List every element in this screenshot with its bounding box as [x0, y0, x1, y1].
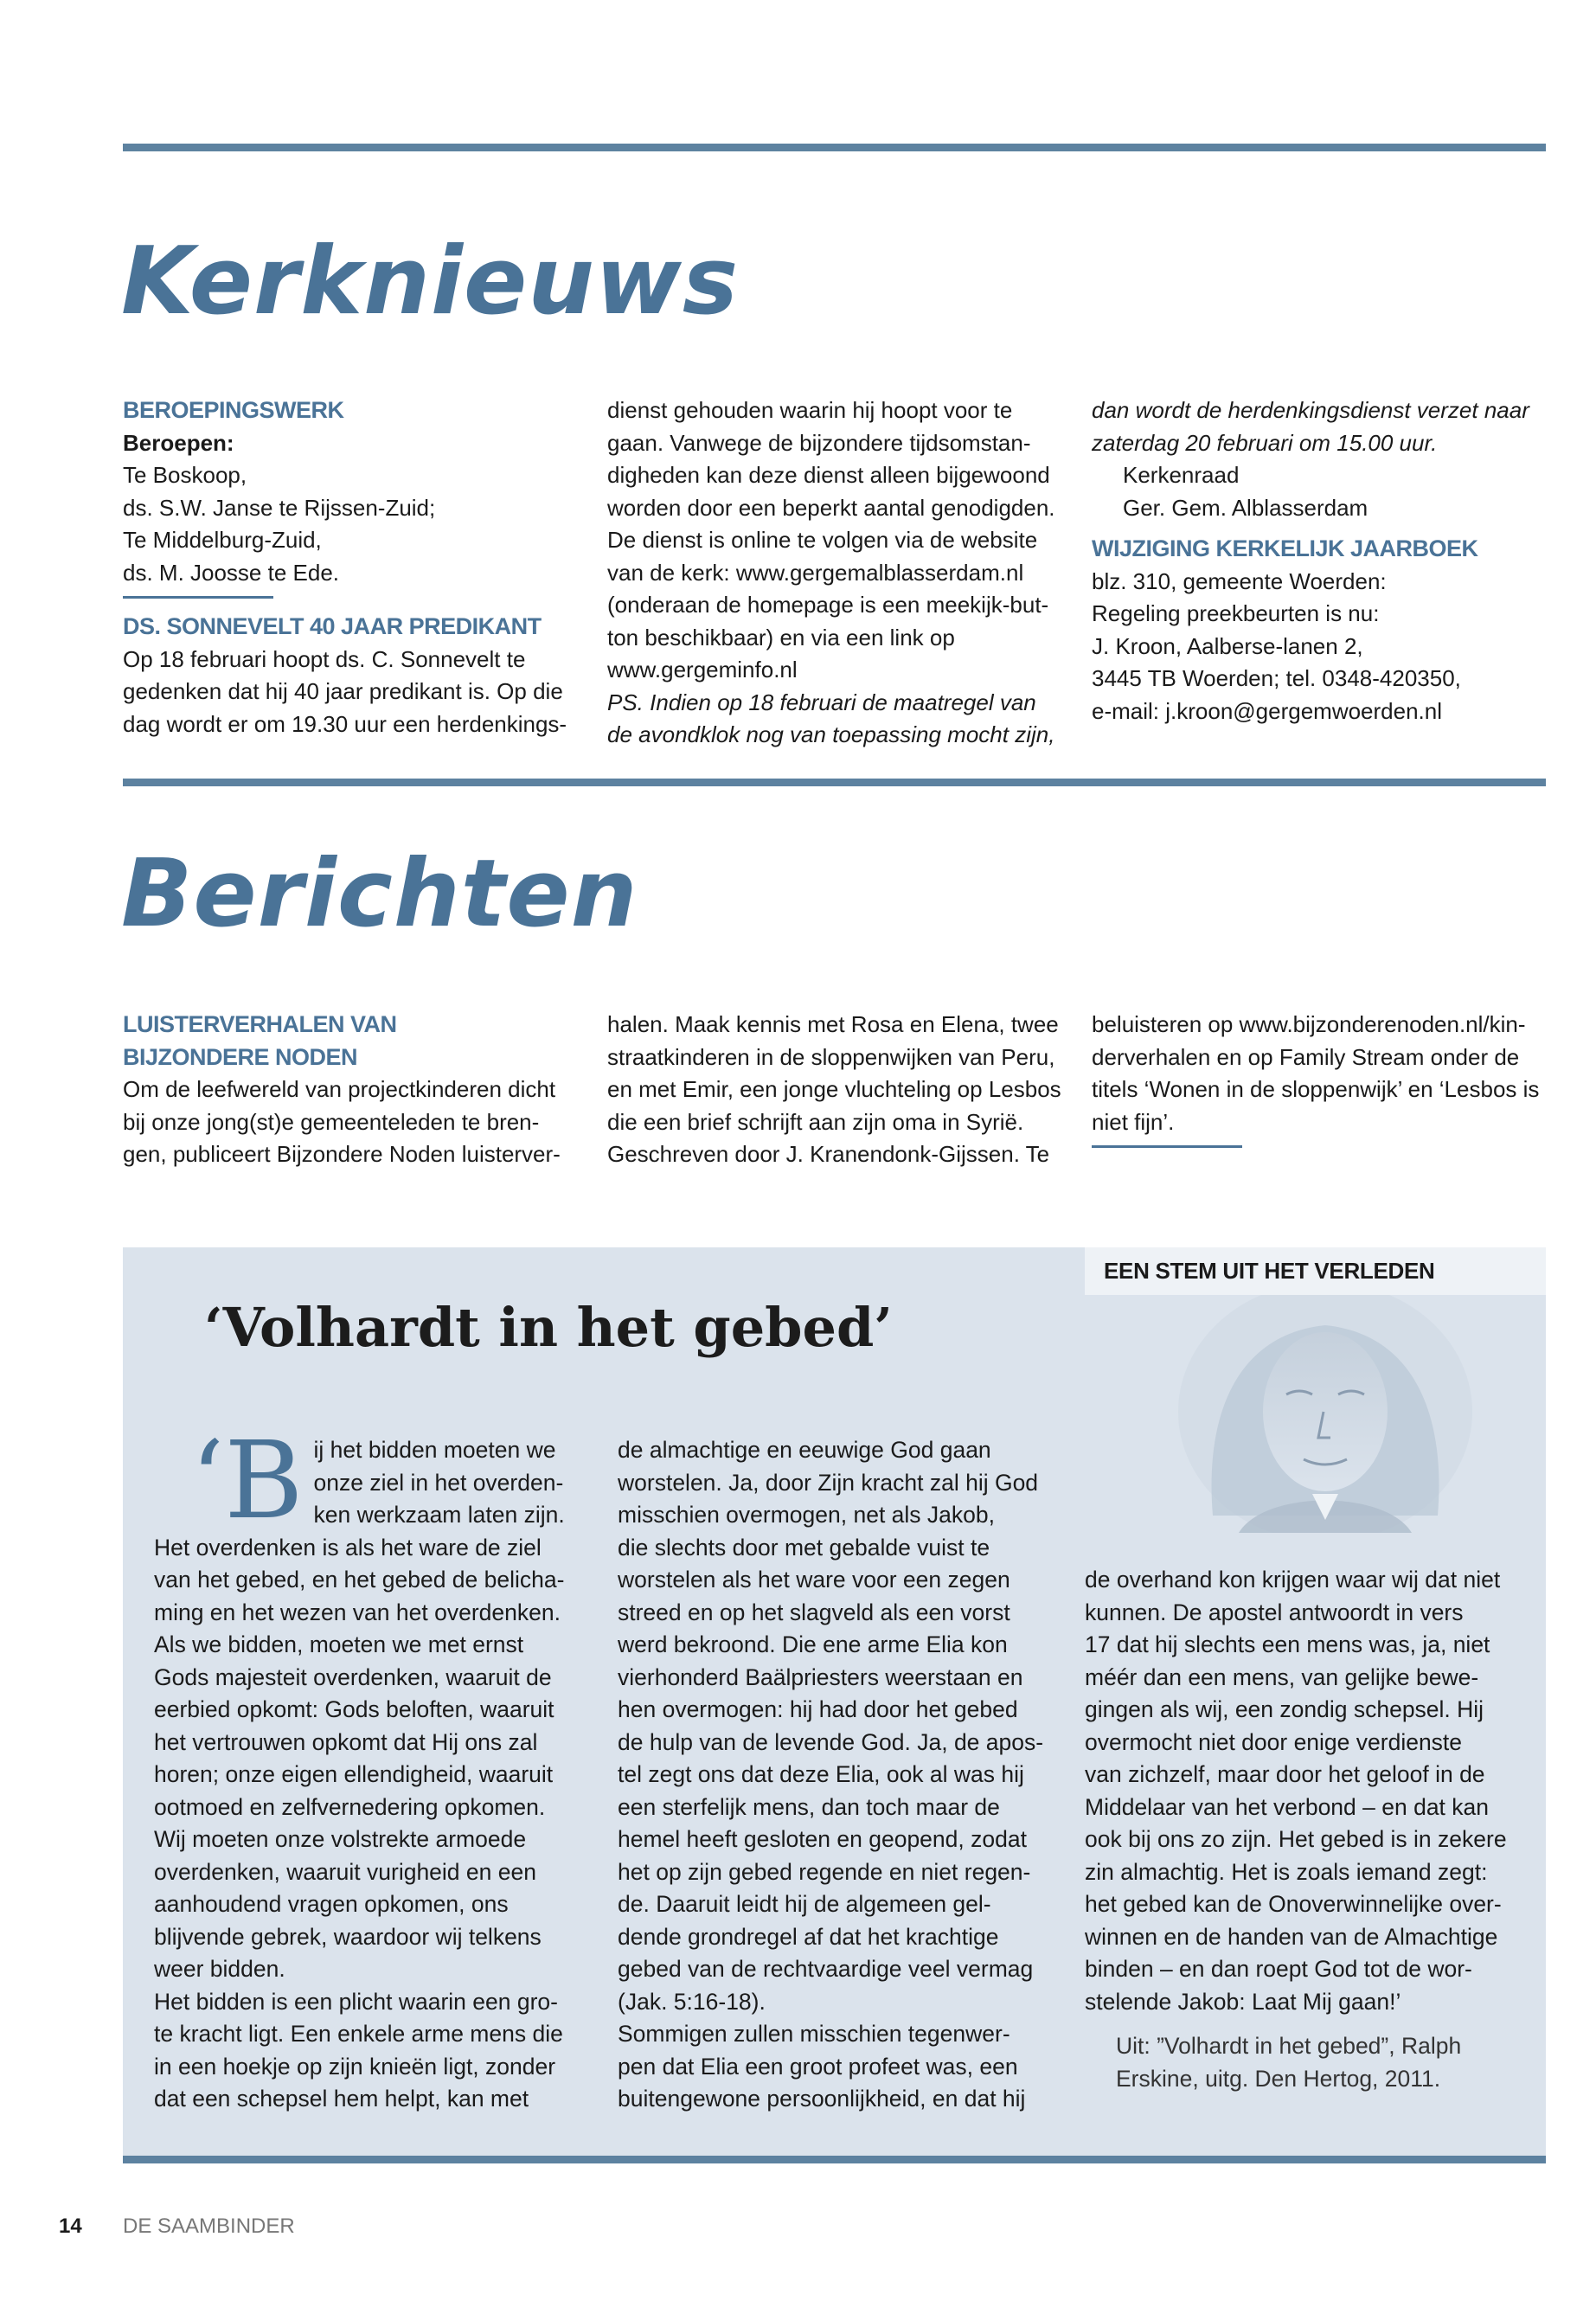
top-rule: [123, 144, 1546, 151]
text-line: Te Boskoop,: [123, 462, 247, 488]
text-line: dat een schepsel hem helpt, kan met: [154, 2086, 529, 2112]
text-line: De dienst is online te volgen via de website: [607, 527, 1038, 553]
text-line: de overhand kon krijgen waar wij dat niet: [1085, 1567, 1501, 1593]
text-line: Te Middelburg-Zuid,: [123, 527, 322, 553]
text-line: hemel heeft gesloten en geopend, zodat: [618, 1826, 1027, 1852]
text-line: dag wordt er om 19.30 uur een herdenkings-: [123, 710, 567, 737]
text-line: pen dat Elia een groot profeet was, een: [618, 2053, 1018, 2080]
text-line: ij het bidden moeten we: [313, 1437, 556, 1463]
text-line: de avondklok nog van toepassing mocht zijn,: [607, 721, 1055, 747]
berichten-column-3: [1092, 1009, 1550, 1160]
text-line: gingen als wij, een zondig schepsel. Hij: [1085, 1696, 1484, 1722]
text-line: blijvende gebrek, waardoor wij telkens: [154, 1923, 542, 1950]
luisterverhalen-heading: LUISTERVERHALEN VAN: [123, 1011, 397, 1037]
text-line: halen. Maak kennis met Rosa en Elena, twee: [607, 1011, 1059, 1037]
text-line: kunnen. De apostel antwoordt in vers: [1085, 1599, 1464, 1625]
text-line: PS. Indien op 18 februari de maatregel van: [607, 689, 1036, 715]
text-line: buitengewone persoonlijkheid, en dat hij: [618, 2086, 1026, 2112]
citation-line: Erskine, uitg. Den Hertog, 2011.: [1116, 2065, 1441, 2092]
text-line: hen overmogen: hij had door het gebed: [618, 1696, 1018, 1722]
berichten-title: Berichten: [121, 840, 638, 948]
text-line: niet fijn’.: [1092, 1108, 1175, 1135]
citation-line: Uit: ”Volhardt in het gebed”, Ralph: [1116, 2033, 1462, 2059]
portrait-engraving: [1066, 1282, 1537, 1533]
berichten-column-1: [123, 1009, 590, 1171]
text-line: tel zegt ons dat deze Elia, ook al was hij: [618, 1761, 1024, 1787]
text-line: dende grondregel af dat het krachtige: [618, 1923, 999, 1950]
text-line: gen, publiceert Bijzondere Noden luisterver-: [123, 1141, 561, 1167]
text-line: worstelen. Ja, door Zijn kracht zal hij God: [618, 1469, 1039, 1496]
text-line: de hulp van de levende God. Ja, de apos-: [618, 1728, 1044, 1755]
website-link[interactable]: van de kerk: www.gergemalblasserdam.nl: [607, 559, 1024, 586]
middle-rule: [123, 779, 1546, 786]
text-line: van het gebed, en het gebed de belicha-: [154, 1567, 565, 1593]
text-line: bij onze jong(st)e gemeenteleden te bren-: [123, 1108, 540, 1135]
text-line: Op 18 februari hoopt ds. C. Sonnevelt te: [123, 645, 526, 672]
text-line: ds. M. Joosse te Ede.: [123, 559, 340, 586]
text-line: ds. S.W. Janse te Rijssen-Zuid;: [123, 494, 436, 521]
text-line: die slechts door met gebalde vuist te: [618, 1534, 990, 1561]
text-line: Wij moeten onze volstrekte armoede: [154, 1826, 527, 1852]
text-line: de almachtige en eeuwige God gaan: [618, 1437, 991, 1463]
kerknieuws-column-2: [607, 394, 1074, 752]
text-line: Het bidden is een plicht waarin een gro-: [154, 1988, 558, 2015]
beroepingswerk-heading: BEROEPINGSWERK: [123, 397, 344, 423]
text-line: ootmoed en zelfvernedering opkomen.: [154, 1793, 546, 1820]
text-line: Om de leefwereld van projectkinderen dicht: [123, 1076, 556, 1102]
text-line: onze ziel in het overden-: [313, 1469, 564, 1496]
drop-cap: ‘B: [190, 1419, 304, 1543]
text-line: werd bekroond. Die ene arme Elia kon: [618, 1631, 1008, 1657]
text-line: het vertrouwen opkomt dat Hij ons zal: [154, 1728, 538, 1755]
signature-line: Ger. Gem. Alblasserdam: [1123, 494, 1368, 521]
text-line: 3445 TB Woerden; tel. 0348-420350,: [1092, 665, 1461, 691]
text-line: Middelaar van het verbond – en dat kan: [1085, 1793, 1490, 1820]
sonnevelt-heading: DS. SONNEVELT 40 JAAR PREDIKANT: [123, 613, 542, 639]
text-line: Sommigen zullen misschien tegenwer-: [618, 2021, 1010, 2047]
beroepen-label: Beroepen:: [123, 429, 234, 456]
text-line: worstelen als het ware voor een zegen: [618, 1567, 1010, 1593]
text-line: horen; onze eigen ellendigheid, waaruit: [154, 1761, 554, 1787]
text-line: te kracht ligt. Een enkele arme mens die: [154, 2021, 563, 2047]
section-divider: [123, 596, 273, 599]
text-line: zin almachtig. Het is zoals iemand zegt:: [1085, 1858, 1488, 1885]
text-line: Gods majesteit overdenken, waaruit de: [154, 1663, 552, 1690]
kerknieuws-column-3: [1092, 394, 1550, 727]
text-line: J. Kroon, Aalberse-lanen 2,: [1092, 632, 1363, 659]
text-line: titels ‘Wonen in de sloppenwijk’ en ‘Lesbos is: [1092, 1076, 1540, 1102]
text-line: het gebed kan de Onoverwinnelijke over-: [1085, 1891, 1502, 1917]
gergeminfo-link[interactable]: www.gergeminfo.nl: [607, 657, 798, 683]
kerknieuws-title: Kerknieuws: [121, 228, 740, 336]
text-line: van zichzelf, maar door het geloof in de: [1085, 1761, 1485, 1787]
text-line: straatkinderen in de sloppenwijken van Peru,: [607, 1043, 1055, 1070]
text-line: ming en het wezen van het overdenken.: [154, 1599, 561, 1625]
text-line: winnen en de handen van de Almachtige: [1085, 1923, 1498, 1950]
publication-name: DE SAAMBINDER: [123, 2214, 295, 2238]
text-line: Het overdenken is als het ware de ziel: [154, 1534, 542, 1561]
article-column-2: [618, 1434, 1067, 2116]
text-line: de. Daaruit leidt hij de algemeen gel-: [618, 1891, 991, 1917]
bijzonderenoden-link[interactable]: beluisteren op www.bijzonderenoden.nl/kin-: [1092, 1011, 1526, 1037]
berichten-column-2: [607, 1009, 1074, 1171]
text-line: (Jak. 5:16-18).: [618, 1988, 766, 2015]
page-number: 14: [59, 2214, 82, 2238]
text-line: derverhalen en op Family Stream onder de: [1092, 1043, 1520, 1070]
text-line: blz. 310, gemeente Woerden:: [1092, 567, 1387, 594]
text-line: (onderaan de homepage is een meekijk-but-: [607, 592, 1049, 618]
text-line: Geschreven door J. Kranendonk-Gijssen. Te: [607, 1141, 1050, 1167]
text-line: het op zijn gebed regende en niet regen-: [618, 1858, 1031, 1885]
text-line: overdenken, waaruit vurigheid en een: [154, 1858, 536, 1885]
text-line: ook bij ons zo zijn. Het gebed is in zekere: [1085, 1826, 1507, 1852]
luisterverhalen-heading: BIJZONDERE NODEN: [123, 1043, 358, 1070]
section-divider: [1092, 1145, 1242, 1148]
text-line: aanhoudend vragen opkomen, ons: [154, 1891, 509, 1917]
text-line: Als we bidden, moeten we met ernst: [154, 1631, 524, 1657]
jaarboek-heading: WIJZIGING KERKELIJK JAARBOEK: [1092, 535, 1478, 561]
text-line: een sterfelijk mens, dan toch maar de: [618, 1793, 1000, 1820]
email-link[interactable]: e-mail: j.kroon@gergemwoerden.nl: [1092, 697, 1443, 724]
text-line: worden door een beperkt aantal genodigden.: [607, 494, 1055, 521]
text-line: 17 dat hij slechts een mens was, ja, niet: [1085, 1631, 1490, 1657]
article-column-1: [154, 1419, 578, 2116]
signature-line: Kerkenraad: [1123, 462, 1240, 488]
text-line: vierhonderd Baälpriesters weerstaan en: [618, 1663, 1023, 1690]
text-line: streed en op het slagveld als een vorst: [618, 1599, 1010, 1625]
text-line: gaan. Vanwege de bijzondere tijdsomstan-: [607, 429, 1031, 456]
text-line: eerbied opkomt: Gods beloften, waaruit: [154, 1696, 554, 1722]
text-line: misschien overmogen, net als Jakob,: [618, 1502, 995, 1528]
text-line: die een brief schrijft aan zijn oma in Syrië.: [607, 1108, 1024, 1135]
section-label: EEN STEM UIT HET VERLEDEN: [1085, 1247, 1546, 1295]
text-line: digheden kan deze dienst alleen bijgewoond: [607, 462, 1050, 488]
text-line: dan wordt de herdenkingsdienst verzet naar: [1092, 397, 1529, 423]
text-line: gedenken dat hij 40 jaar predikant is. Op die: [123, 678, 563, 704]
text-line: ton beschikbaar) en via een link op: [607, 624, 955, 651]
text-line: méér dan een mens, van gelijke bewe-: [1085, 1663, 1479, 1690]
text-line: ken werkzaam laten zijn.: [313, 1502, 565, 1528]
text-line: Regeling preekbeurten is nu:: [1092, 600, 1380, 626]
text-line: weer bidden.: [154, 1956, 285, 1982]
bottom-rule: [123, 2156, 1546, 2163]
article-title: ‘Volhardt in het gebed’: [204, 1296, 893, 1359]
kerknieuws-column-1: [123, 394, 573, 740]
article-column-3: [1085, 1564, 1535, 2095]
text-line: stelende Jakob: Laat Mij gaan!’: [1085, 1988, 1401, 2015]
text-line: binden – en dan roept God tot de wor-: [1085, 1956, 1472, 1982]
text-line: en met Emir, een jonge vluchteling op Lesbos: [607, 1076, 1061, 1102]
text-line: in een hoekje op zijn knieën ligt, zonder: [154, 2053, 556, 2080]
text-line: gebed van de rechtvaardige veel vermag: [618, 1956, 1034, 1982]
text-line: dienst gehouden waarin hij hoopt voor te: [607, 397, 1013, 423]
text-line: overmocht niet door enige verdienste: [1085, 1728, 1463, 1755]
text-line: zaterdag 20 februari om 15.00 uur.: [1092, 429, 1438, 456]
